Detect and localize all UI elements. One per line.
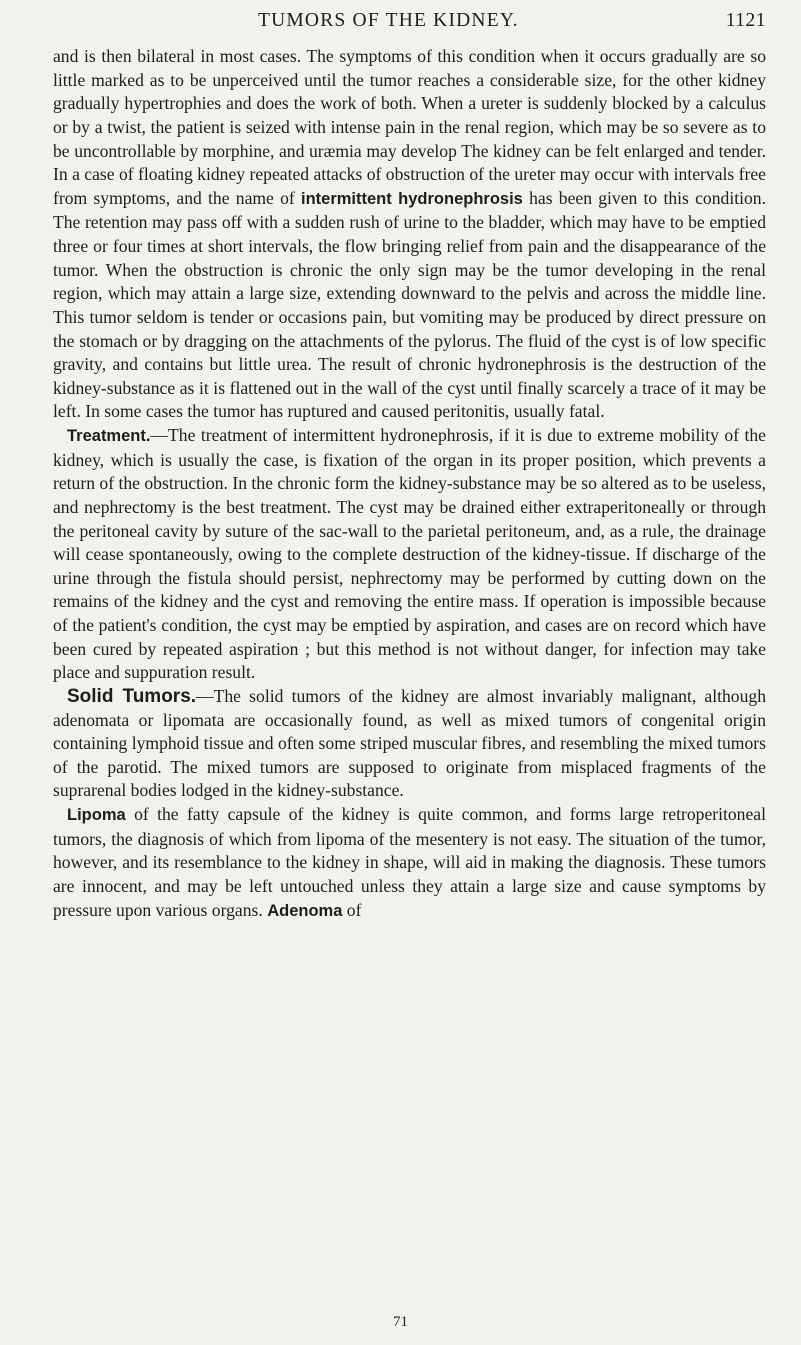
heading-treatment: Treatment. (67, 427, 151, 445)
paragraph-text: of (346, 899, 362, 920)
paragraph-treatment (53, 424, 766, 685)
paragraph-lipoma (53, 803, 766, 923)
heading-solid-tumors: Solid Tumors. (67, 685, 197, 707)
running-head: TUMORS OF THE KIDNEY. (258, 10, 519, 31)
paragraph-text: —The solid tumors of the kidney are almost invariably malignant, although adenomata or lipomata are occasionally found, as well as mixed tumors of congenital origin containing lymphoid tissue and often some striped muscular fibres, and resembling the mixed tumors of the parotid. The mixed tumors are supposed to originate from misplaced fragments of the suprarenal bodies lodged in the kidney-substance. (53, 685, 766, 801)
page-header (258, 10, 766, 38)
signature-mark: 71 (393, 1314, 408, 1330)
paragraph-hydronephrosis (53, 45, 766, 424)
heading-adenoma: Adenoma (267, 901, 343, 920)
paragraph-text: of the fatty capsule of the kidney is quite common, and forms large retroperitoneal tumors, the diagnosis of which from lipoma of the mesentery is not easy. The situation of the tumor, however, and its resemblance to the kidney in shape, will aid in making the diagnosis. These tumors are innocent, and may be left untouched unless they attain a large size and cause symptoms by pressure upon various organs. (53, 804, 766, 920)
paragraph-text: —The treatment of intermittent hydronephrosis, if it is due to extreme mobility of the kidney, which is usually the case, is fixation of the organ in its proper position, which prevents a return of the obstruction. In the chronic form the kidney-substance may be so altered as to be useless, and nephrectomy is the best treatment. The cyst may be drained either extraperitoneally or through the peritoneal cavity by suture of the sac-wall to the parietal peritoneum, and, as a rule, the drainage will cease spontaneously, owing to the complete destruction of the kidney-tissue. If discharge of the urine through the fistula should persist, nephrectomy may be performed by cutting down on the remains of the kidney and the cyst and removing the entire mass. If operation is impossible because of the patient's condition, the cyst may be emptied by aspiration, and cases are on record which have been cured by repeated aspiration ; but this method is not without danger, for infection may take place and suppuration result. (53, 425, 766, 683)
term-intermittent-hydronephrosis: intermittent hydronephrosis (301, 189, 523, 208)
page-number: 1121 (725, 10, 766, 31)
paragraph-text: and is then bilateral in most cases. The symptoms of this condition when it occurs gradually are so little marked as to be unperceived until the tumor reaches a considerable size, for the other kidney gradually hypertrophies and does the work of both. When a ureter is suddenly blocked by a calculus or by a twist, the patient is seized with intense pain in the renal region, which may be so severe as to be uncontrollable by morphine, and uræmia may develop The kidney can be felt enlarged and tender. In a case of floating kidney repeated attacks of obstruction of the ureter may occur with intervals free from symptoms, and the name of (53, 46, 766, 208)
heading-lipoma: Lipoma (67, 806, 126, 824)
body-text (53, 45, 766, 923)
paragraph-text: has been given to this condition. The retention may pass off with a sudden rush of urine to the bladder, which may have to be emptied three or four times at short intervals, the flow bringing relief from pain and the disappearance of the tumor. When the obstruction is chronic the only sign may be the tumor developing in the renal region, which may attain a large size, extending downward to the pelvis and across the middle line. This tumor seldom is tender or occasions pain, but vomiting may be produced by direct pressure on the stomach or by dragging on the attachments of the pylorus. The fluid of the cyst is of low specific gravity, and contains but little urea. The result of chronic hydronephrosis is the destruction of the kidney-substance as it is flattened out in the wall of the cyst until finally scarcely a trace of it may be left. In some cases the tumor has ruptured and caused peritonitis, usually fatal. (53, 187, 766, 422)
paragraph-solid-tumors (53, 685, 766, 803)
